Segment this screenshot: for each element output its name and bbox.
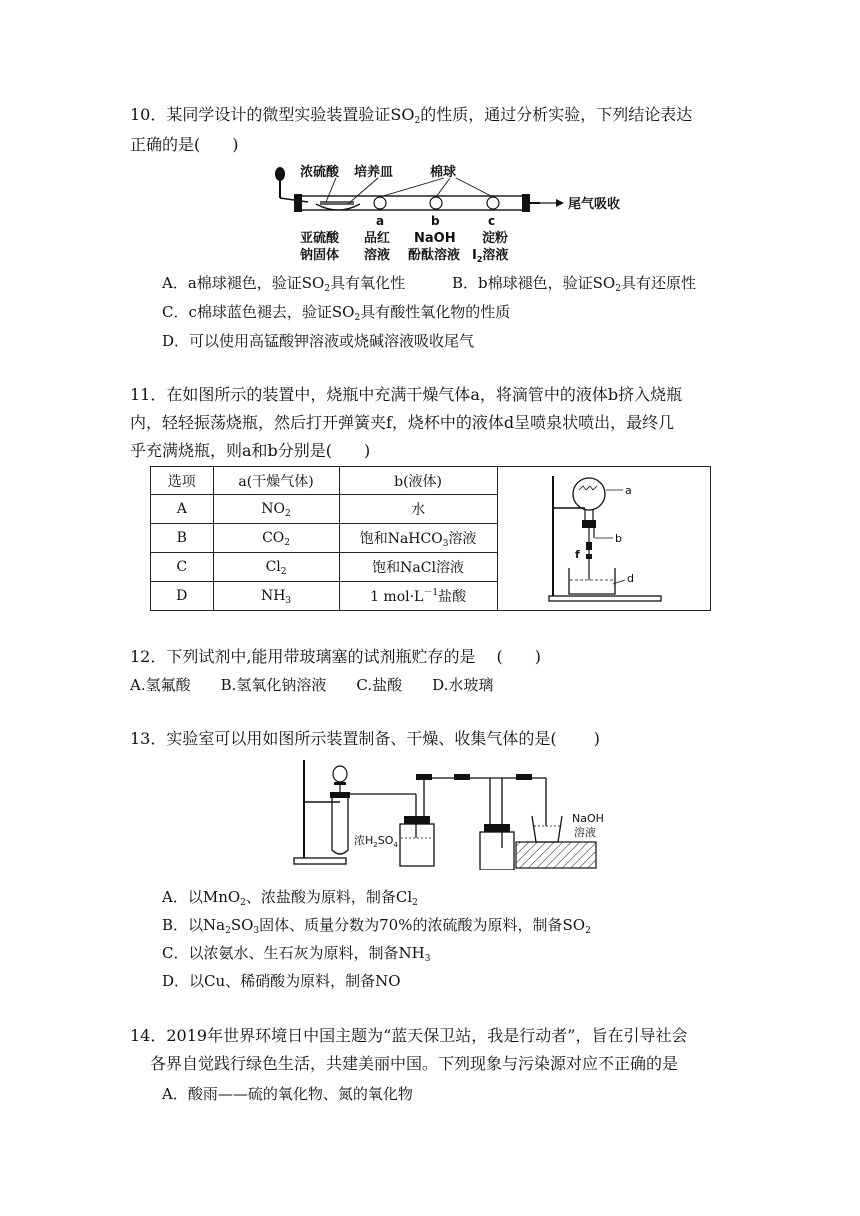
q11-options-table bbox=[150, 466, 711, 611]
q10-option-a: A．a棉球褪色，验证$SO_2$具有氧化性 bbox=[162, 274, 406, 294]
row-gas: $CO_2$ bbox=[213, 524, 339, 553]
header-option: 选项 bbox=[151, 467, 214, 495]
label-b-line2: 酚酞溶液 bbox=[408, 248, 461, 262]
fig-label-b: b bbox=[614, 531, 622, 545]
fig-label-naoh: NaOH bbox=[572, 812, 604, 825]
q11-figure-cell bbox=[497, 467, 710, 611]
q13-option-d: D．以Cu、稀硝酸为原料，制备NO bbox=[162, 972, 401, 990]
q14-stem-line1: 14．2019年世界环境日中国主题为“蓝天保卫站，我是行动者”，旨在引导社会 bbox=[130, 1026, 688, 1045]
q11-stem-line1: 11．在如图所示的装置中，烧瓶中充满干燥气体a，将滴管中的液体b挤入烧瓶 bbox=[130, 385, 683, 404]
q11-stem-line2: 内，轻轻振荡烧瓶，然后打开弹簧夹f，烧杯中的液体d呈喷泉状喷出，最终几 bbox=[130, 413, 675, 432]
q10-stem-line2: 正确的是( ) bbox=[130, 135, 239, 154]
label-c: c bbox=[488, 214, 496, 228]
label-a-line2: 溶液 bbox=[364, 248, 391, 262]
label-tail-gas: 尾气吸收 bbox=[568, 197, 621, 212]
row-liquid: 水 bbox=[339, 495, 497, 524]
header-gas: a(干燥气体) bbox=[213, 467, 339, 495]
row-gas: $NO_2$ bbox=[213, 495, 339, 524]
q10-option-b: B．b棉球褪色，验证$SO_2$具有还原性 bbox=[452, 274, 696, 294]
q14-option-a: A．酸雨——硫的氧化物、氮的氧化物 bbox=[162, 1085, 413, 1103]
q11-fountain-apparatus bbox=[529, 468, 679, 606]
fig-label-a: a bbox=[624, 483, 632, 497]
label-c-line1: 淀粉 bbox=[482, 231, 509, 246]
label-solid-line2: 钠固体 bbox=[300, 248, 340, 262]
row-gas: $Cl_2$ bbox=[213, 553, 339, 582]
q11-stem-line3: 乎充满烧瓶，则a和b分别是( ) bbox=[130, 441, 371, 460]
row-option: C bbox=[151, 553, 214, 582]
q10-option-d: D．可以使用高锰酸钾溶液或烧碱溶液吸收尾气 bbox=[162, 332, 475, 350]
row-option: D bbox=[151, 582, 214, 611]
fig-label-solution: 溶液 bbox=[574, 826, 596, 839]
row-gas: $NH_3$ bbox=[213, 582, 339, 611]
row-liquid: 饱和NaCl溶液 bbox=[339, 553, 497, 582]
header-liquid: b(液体) bbox=[339, 467, 497, 495]
q10-option-c: C．c棉球蓝色褪去，验证$SO_2$具有酸性氧化物的性质 bbox=[162, 303, 511, 323]
label-b: b bbox=[431, 214, 440, 228]
q13-apparatus-figure bbox=[290, 758, 630, 870]
q13-option-a: A．以MnO$_2$、浓盐酸为原料，制备$Cl_2$ bbox=[162, 888, 418, 908]
row-liquid: 1 $mol\cdot L^{-1}$盐酸 bbox=[339, 582, 497, 611]
label-dish: 培养皿 bbox=[354, 165, 394, 180]
label-c-line2: $I_2$溶液 bbox=[472, 248, 509, 262]
q10-apparatus-figure bbox=[268, 158, 638, 262]
row-liquid: 饱和NaHCO$_3$溶液 bbox=[339, 524, 497, 553]
row-option: A bbox=[151, 495, 214, 524]
row-option: B bbox=[151, 524, 214, 553]
q12-options: A.氢氟酸 B.氢氧化钠溶液 C.盐酸 D.水玻璃 bbox=[130, 676, 494, 694]
fig-label-d: d bbox=[626, 571, 634, 585]
q12-stem: 12．下列试剂中,能用带玻璃塞的试剂瓶贮存的是 ( ) bbox=[130, 647, 542, 666]
label-a-line1: 品红 bbox=[364, 231, 391, 246]
label-a: a bbox=[376, 214, 385, 228]
label-cotton: 棉球 bbox=[430, 165, 457, 180]
q14-stem-line2: 各界自觉践行绿色生活，共建美丽中国。下列现象与污染源对应不正确的是 bbox=[150, 1054, 679, 1073]
fig-label-conc-sulfuric: 浓$H_2SO_4$ bbox=[354, 834, 398, 849]
label-conc-acid: 浓硫酸 bbox=[300, 165, 340, 180]
label-b-line1: NaOH bbox=[414, 231, 456, 246]
fig-label-f: f bbox=[574, 547, 580, 561]
label-solid-line1: 亚硫酸 bbox=[300, 231, 340, 246]
q10-stem-line1: 10．某同学设计的微型实验装置验证$SO_2$的性质，通过分析实验，下列结论表达 bbox=[130, 105, 693, 126]
q13-option-c: C．以浓氨水、生石灰为原料，制备$NH_3$ bbox=[162, 944, 431, 964]
q13-stem: 13．实验室可以用如图所示装置制备、干燥、收集气体的是( ) bbox=[130, 729, 600, 748]
q13-option-b: B．以$Na_2SO_3$固体、质量分数为70%的浓硫酸为原料，制备$SO_2$ bbox=[162, 916, 591, 936]
